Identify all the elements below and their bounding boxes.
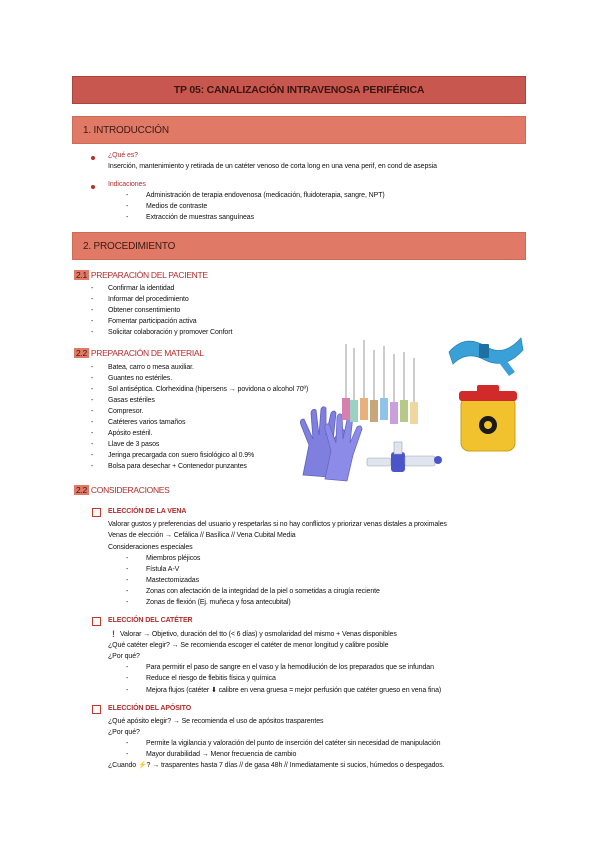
dash-marker: - xyxy=(91,419,94,426)
dressing-title: ELECCIÓN DEL APÓSITO xyxy=(108,705,192,712)
exclamation-icon: ! xyxy=(112,629,115,639)
vein-text: Consideraciones especiales xyxy=(108,544,193,551)
checkbox-icon xyxy=(92,705,101,714)
catheter-item: Para permitir el paso de sangre en el vaso y la hemodilución de los preparados que se infundan xyxy=(146,664,434,671)
material-item: Gasas estériles xyxy=(108,397,155,404)
indicacion-item: Extracción de muestras sanguíneas xyxy=(146,214,254,221)
section-introduccion xyxy=(72,116,526,144)
document-title: TP 05: CANALIZACIÓN INTRAVENOSA PERIFÉRICA xyxy=(173,84,425,96)
checkbox-icon xyxy=(92,617,101,626)
dash-marker: - xyxy=(91,452,94,459)
vein-item: Mastectomizadas xyxy=(146,577,199,584)
subheading-preparacion-material xyxy=(74,348,204,358)
catheter-text: ¿Por qué? xyxy=(108,653,140,660)
dash-marker: - xyxy=(126,214,129,221)
indicacion-item: Administración de terapia endovenosa (medicación, fluidoterapia, sangre, NPT) xyxy=(146,192,385,199)
subheading-number: 2.2 xyxy=(76,485,87,495)
dash-marker: - xyxy=(126,664,129,671)
catheter-title: ELECCIÓN DEL CATÉTER xyxy=(108,617,193,624)
subheading-consideraciones xyxy=(74,485,170,495)
dash-marker: - xyxy=(91,296,94,303)
material-item: Catéteres varios tamaños xyxy=(108,419,186,426)
subheading-preparacion-paciente xyxy=(74,270,208,280)
material-item: Compresor. xyxy=(108,408,144,415)
vein-title: ELECCIÓN DE LA VENA xyxy=(108,508,187,515)
three-way-stopcock-image xyxy=(365,440,445,480)
subheading-number: 2.2 xyxy=(76,348,87,358)
material-item: Guantes no estériles. xyxy=(108,375,173,382)
dash-marker: - xyxy=(126,192,129,199)
dash-marker: - xyxy=(91,463,94,470)
dash-marker: - xyxy=(126,203,129,210)
section-title: 2. PROCEDIMIENTO xyxy=(83,240,176,252)
subheading-title: PREPARACIÓN DE MATERIAL xyxy=(90,348,204,358)
dash-marker: - xyxy=(91,285,94,292)
material-item: Jeringa precargada con suero fisiológico al 0.9% xyxy=(108,452,255,459)
dash-marker: - xyxy=(91,307,94,314)
dash-marker: - xyxy=(91,397,94,404)
dash-marker: - xyxy=(126,675,129,682)
dash-marker: - xyxy=(126,740,129,747)
tourniquet-image xyxy=(445,330,525,380)
dash-marker: - xyxy=(91,441,94,448)
dash-marker: - xyxy=(91,329,94,336)
catheter-text: Valorar → Objetivo, duración del tto (< 6 días) y osmolaridad del mismo + Venas disponibles xyxy=(120,631,397,638)
catheters-image xyxy=(338,340,438,430)
paciente-item: Confirmar la identidad xyxy=(108,285,175,292)
section-title: 1. INTRODUCCIÓN xyxy=(83,124,169,136)
que-es-label: ¿Qué es? xyxy=(108,152,138,159)
dressing-item: Permite la vigilancia y valoración del punto de inserción del catéter sin necesidad de manipulación xyxy=(146,740,441,747)
dash-marker: - xyxy=(126,566,129,573)
dash-marker: - xyxy=(126,588,129,595)
dash-marker: - xyxy=(91,386,94,393)
dash-marker: - xyxy=(126,577,129,584)
vein-text: Valorar gustos y preferencias del usuario y respetarlas si no hay conflictos y priorizar venas distales a proximales xyxy=(108,521,447,528)
vein-item: Fístula A-V xyxy=(146,566,180,573)
material-item: Sol antiséptica. Clorhexidina (hipersens → povidona o alcohol 70º) xyxy=(108,386,309,393)
vein-item: Miembros pléjicos xyxy=(146,555,201,562)
subheading-number: 2.1 xyxy=(76,270,87,280)
document-title-bar xyxy=(72,76,526,104)
catheter-item: Reduce el riesgo de flebitis física y química xyxy=(146,675,276,682)
dash-marker: - xyxy=(91,408,94,415)
dash-marker: - xyxy=(91,375,94,382)
catheter-text: ¿Qué catéter elegir? → Se recomienda escoger el catéter de menor longitud y calibre posible xyxy=(108,642,389,649)
dash-marker: - xyxy=(126,599,129,606)
paciente-item: Obtener consentimiento xyxy=(108,307,181,314)
material-item: Llave de 3 pasos xyxy=(108,441,160,448)
dash-marker: - xyxy=(91,430,94,437)
indicaciones-label: Indicaciones xyxy=(108,181,146,188)
checkbox-icon xyxy=(92,508,101,517)
dash-marker: - xyxy=(91,364,94,371)
paciente-item: Informar del procedimiento xyxy=(108,296,189,303)
sharps-container-image xyxy=(455,383,521,455)
catheter-item: Mejora flujos (catéter ⬇ calibre en vena gruesa = mejor perfusión que catéter grueso en vena fina) xyxy=(146,687,442,694)
dressing-text: ¿Por qué? xyxy=(108,729,140,736)
material-item: Bolsa para desechar + Contenedor punzantes xyxy=(108,463,247,470)
material-item: Apósito estéril. xyxy=(108,430,153,437)
indicacion-item: Medios de contraste xyxy=(146,203,208,210)
subheading-title: PREPARACIÓN DEL PACIENTE xyxy=(90,270,208,280)
paciente-item: Fomentar participación activa xyxy=(108,318,197,325)
paciente-item: Solicitar colaboración y promover Confort xyxy=(108,329,233,336)
material-item: Batea, carro o mesa auxiliar. xyxy=(108,364,194,371)
vein-item: Zonas de flexión (Ej. muñeca y fosa antecubital) xyxy=(146,599,291,606)
dash-marker: - xyxy=(126,751,129,758)
vein-text: Venas de elección → Cefálica // Basílica // Vena Cubital Media xyxy=(108,532,296,539)
section-procedimiento xyxy=(72,232,526,260)
subheading-title: CONSIDERACIONES xyxy=(90,485,170,495)
bullet-icon xyxy=(91,156,95,160)
dash-marker: - xyxy=(126,687,129,694)
dash-marker: - xyxy=(126,555,129,562)
dash-marker: - xyxy=(91,318,94,325)
que-es-text: Inserción, mantenimiento y retirada de un catéter venoso de corta long en una vena perif, en cond de asepsia xyxy=(108,163,437,170)
bullet-icon xyxy=(91,185,95,189)
dressing-item: Mayor durabilidad → Menor frecuencia de cambio xyxy=(146,751,297,758)
vein-item: Zonas con afectación de la integridad de la piel o sometidas a cirugía reciente xyxy=(146,588,380,595)
dressing-text: ¿Qué apósito elegir? → Se recomienda el uso de apósitos trasparentes xyxy=(108,718,324,725)
dressing-text: ¿Cuando ⚡? → trasparentes hasta 7 días // de gasa 48h // Inmediatamente si sucios, húmedos o despegados. xyxy=(108,762,445,769)
